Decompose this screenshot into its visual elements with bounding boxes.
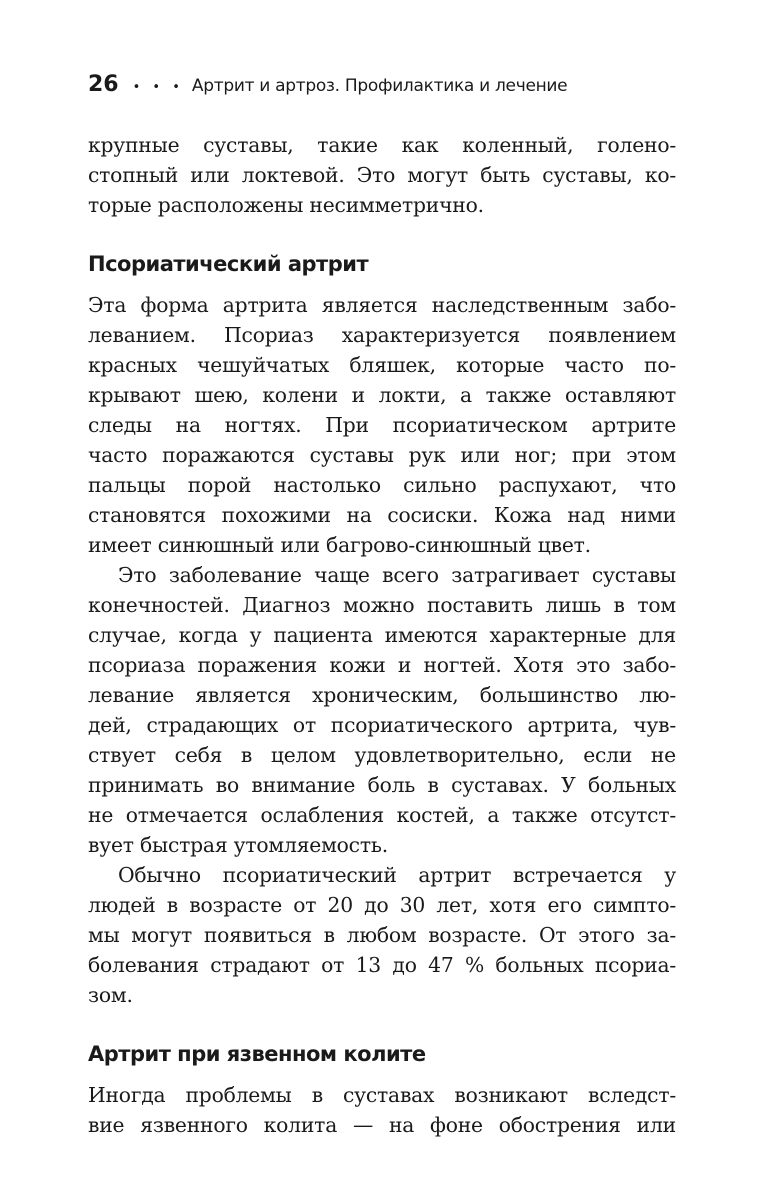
text-line: болевания страдают от 13 до 47 % больных псориа- [88,953,676,977]
text-line: часто поражаются суставы рук или ног; при этом [88,443,676,467]
text-line: ствует себя в целом удовлетворительно, если не [88,743,676,767]
text-line: крупные суставы, такие как коленный, голено- [88,133,676,157]
intro-paragraph [88,130,676,220]
text-line: людей в возрасте от 20 до 30 лет, хотя его симпто- [88,893,676,917]
psoriatic-paragraph-3 [88,860,676,1010]
text-line: вует быстрая утомляемость. [88,833,388,857]
book-page [88,72,676,1140]
text-line: Обычно псориатический артрит встречается у [118,863,676,887]
text-line: красных чешуйчатых бляшек, которые часто по- [88,353,676,377]
text-line: принимать во внимание боль в суставах. У больных [88,773,676,797]
text-line: случае, когда у пациента имеются характерные для [88,623,676,647]
text-line: не отмечается ослабления костей, а также отсутст- [88,803,676,827]
text-line: Это заболевание чаще всего затрагивает суставы [118,563,676,587]
text-line: мы могут появиться в любом возрасте. От этого за- [88,923,676,947]
text-line: Эта форма артрита является наследственным забо- [88,293,676,317]
text-line: псориаза поражения кожи и ногтей. Хотя это забо- [88,653,676,677]
psoriatic-paragraph-2 [88,560,676,860]
section-title-psoriatic-arthritis: Псориатический артрит [88,252,369,276]
running-title: Артрит и артроз. Профилактика и лечение [191,76,568,96]
text-line: становятся похожими на сосиски. Кожа над ними [88,503,676,527]
text-line: Иногда проблемы в суставах возникают вследст- [88,1083,676,1107]
header-dots: • • • [132,80,184,95]
section-title-ulcerative-colitis-arthritis: Артрит при язвенном колите [88,1042,426,1066]
text-line: зом. [88,983,133,1007]
page-number: 26 [88,72,119,97]
text-line: дей, страдающих от псориатического артрита, чув- [88,713,676,737]
running-header [88,72,676,112]
psoriatic-paragraph-1 [88,290,676,560]
text-line: торые расположены несимметрично. [88,193,484,217]
text-line: вие язвенного колита — на фоне обострения или [88,1113,676,1137]
colitis-paragraph-1 [88,1080,676,1140]
text-line: стопный или локтевой. Это могут быть суставы, ко- [88,163,676,187]
text-line: левание является хроническим, большинство лю- [88,683,676,707]
text-line: конечностей. Диагноз можно поставить лишь в том [88,593,676,617]
text-line: крывают шею, колени и локти, а также оставляют [88,383,676,407]
text-line: пальцы порой настолько сильно распухают, что [88,473,676,497]
text-line: имеет синюшный или багрово-синюшный цвет. [88,533,591,557]
text-line: следы на ногтях. При псориатическом артрите [88,413,676,437]
text-line: леванием. Псориаз характеризуется появлением [88,323,676,347]
